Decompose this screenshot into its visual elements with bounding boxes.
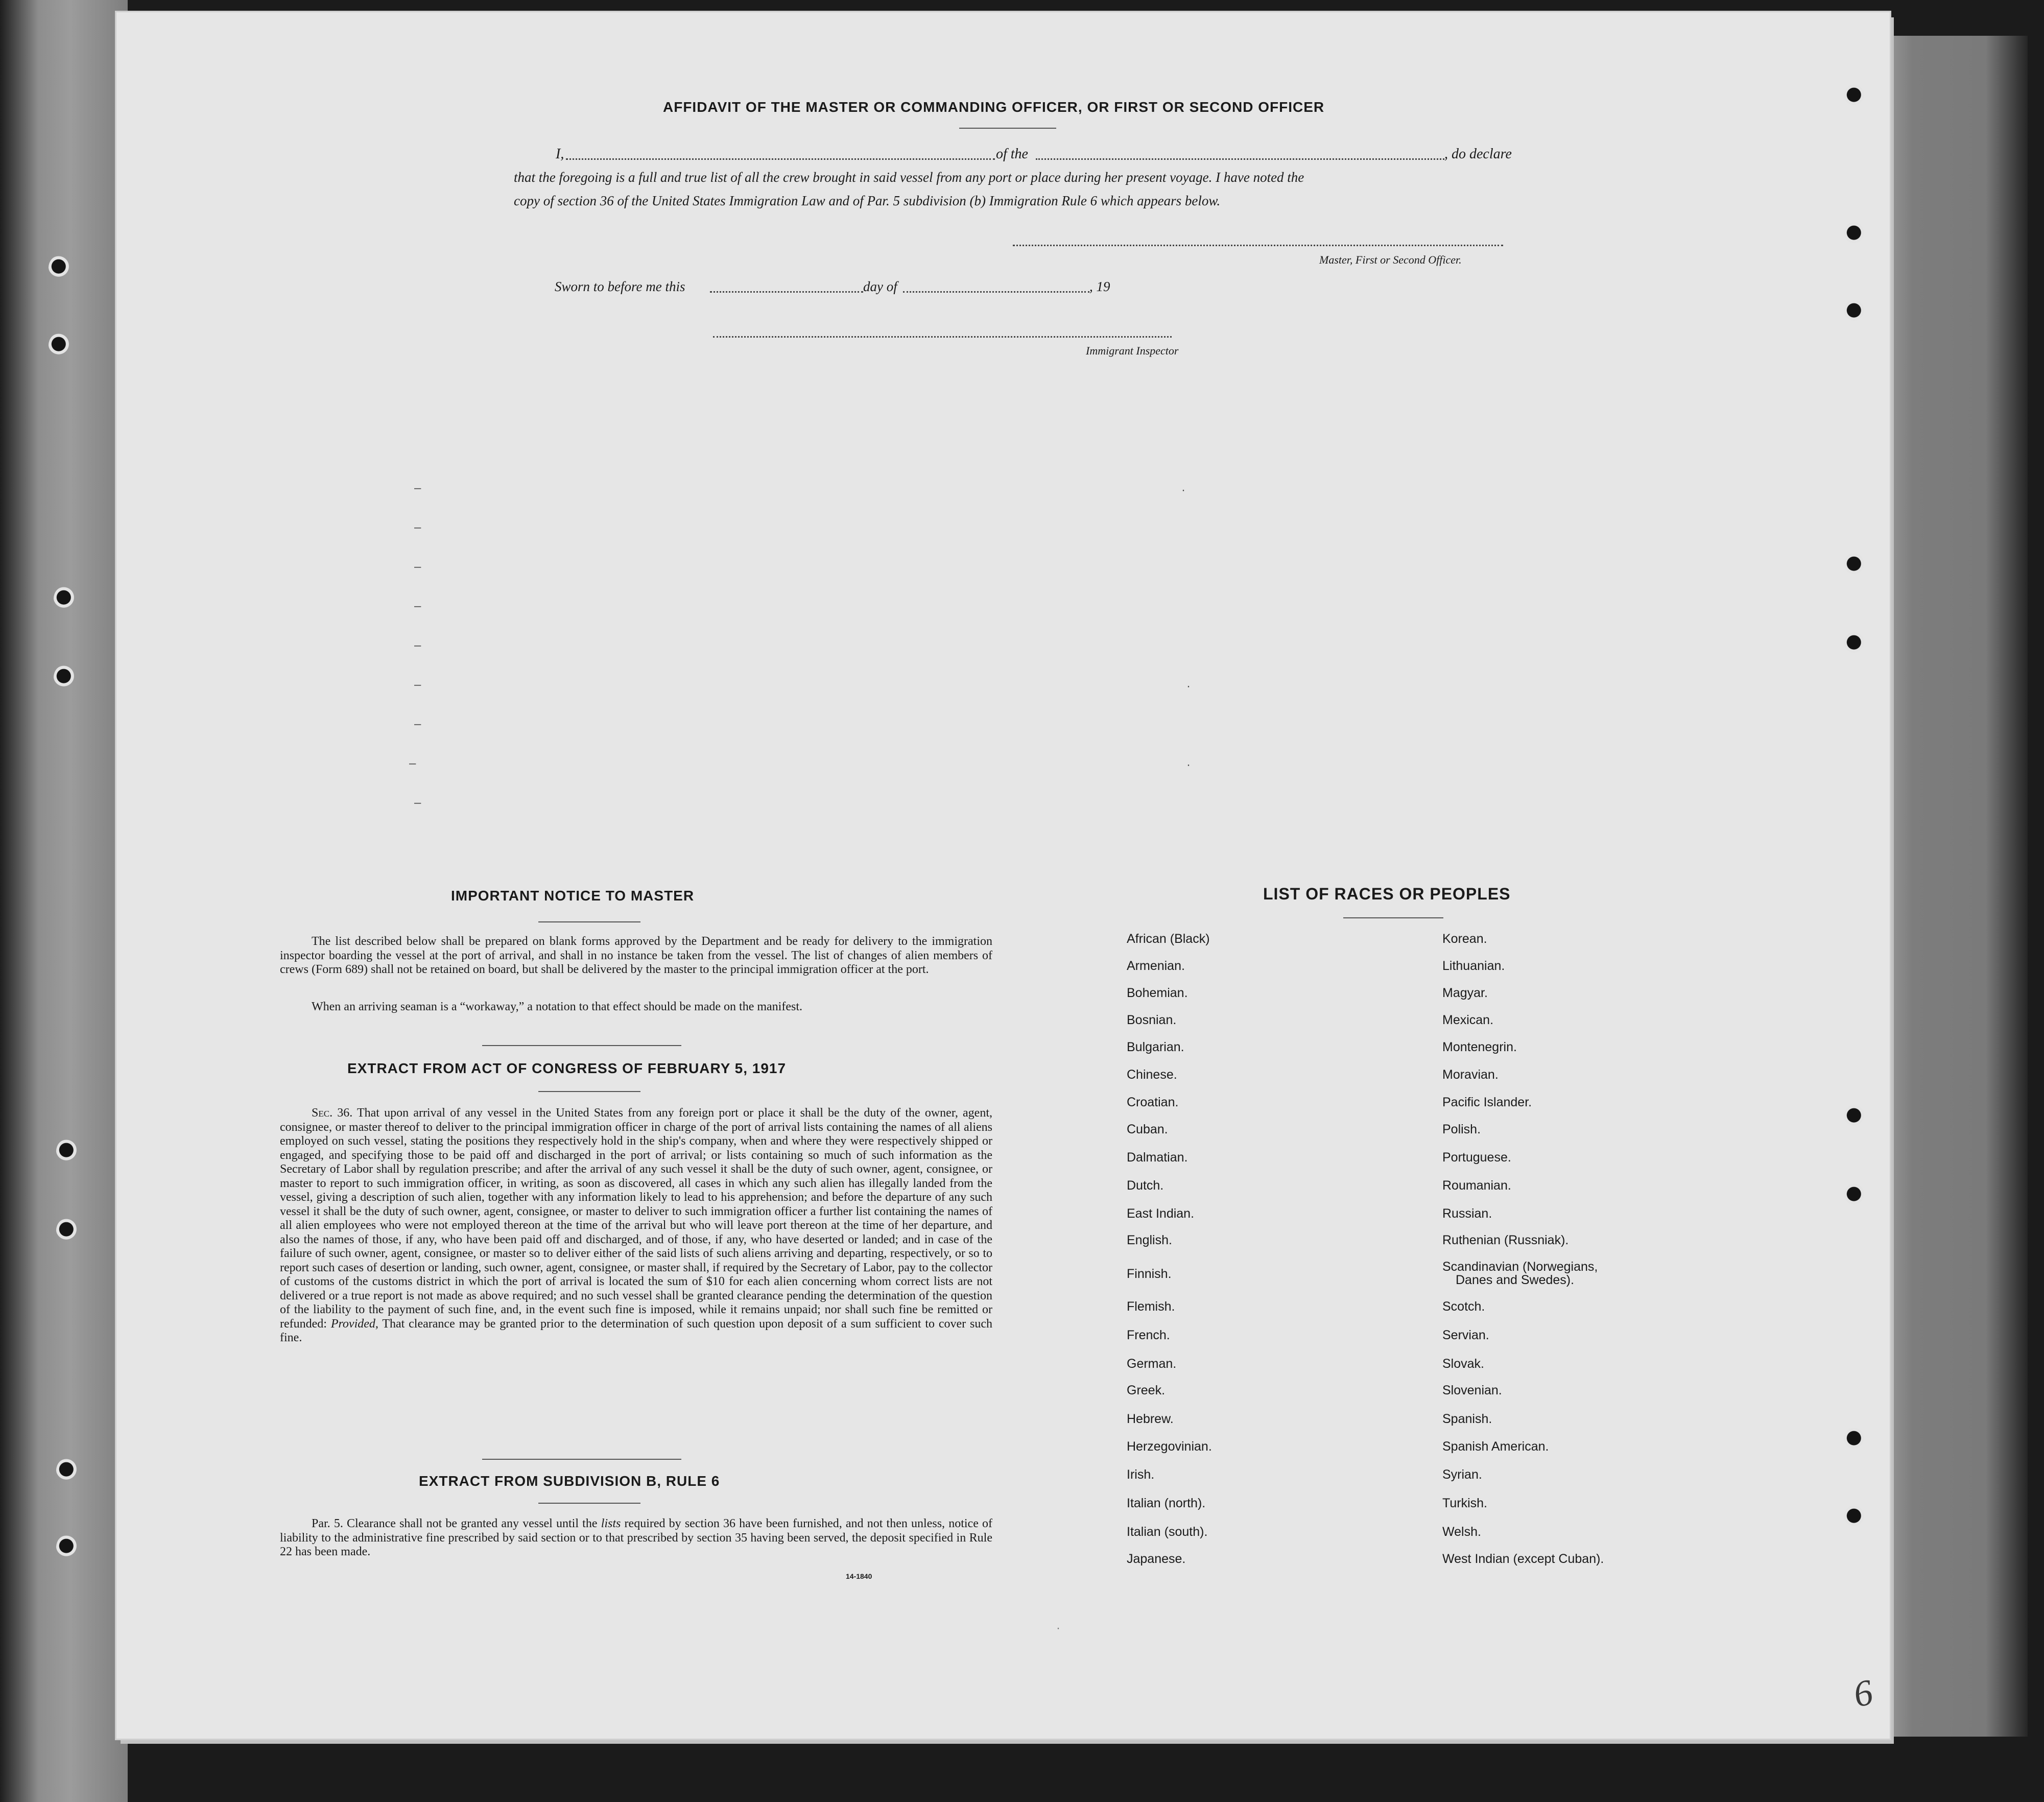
race-item: East Indian. [1127, 1206, 1195, 1221]
race-item: Japanese. [1127, 1552, 1186, 1566]
rule-title: EXTRACT FROM SUBDIVISION B, RULE 6 [419, 1473, 720, 1489]
race-item: Pacific Islander. [1442, 1095, 1532, 1109]
act-body: That upon arrival of any vessel in the United States from any foreign port or place it shall be the duty of the owner, agent, consignee, or master thereof to deliver to the principal immigration officer in charge of the port of arrival lists containing the names of all aliens employed on such vessel, stating the positions they respectively hold in the ship's company, when and where they were respectively shipped or engaged, and specifying those to be paid off and discharged in the port of arrival; or lists containing so much of such information as the Secretary of Labor shall by regulation prescribe; and after the arrival of any such vessel it shall be the duty of such owner, agent, consignee, or master to report to such immigration officer, in writing, as soon as discovered, all cases in which any such alien has illegally landed from the vessel, giving a description of such alien, together with any information likely to lead to his apprehension; and before the departure of any such vessel it shall be the duty of such owner, agent, consignee, or master to deliver to such immigration officer a further list containing the names of all alien employees who were not employed thereon at the time of the arrival but who will leave port thereon at the time of her departure, and also the names of those, if any, who have been paid off and discharged, and of those, if any, who have deserted or landed; and in case of the failure of such owner, agent, consignee, or master so to deliver either of the said lists of such aliens arriving and departing, respectively, or so to report such cases of desertion or landing, such owner, agent, consignee, or master shall, if required by the Secretary of Labor, pay to the collector of customs of the customs district in which the port of arrival is located the sum of $10 for each alien concerning whom correct lists are not delivered or a true report is not made as above required; and no such vessel shall be granted clearance pending the determination of the question of the liability to the payment of such fine, and, in the event such fine is imposed, while it remains unpaid; nor shall such fine be remitted or refunded: [280, 1106, 992, 1331]
form-number: 14-1840 [846, 1572, 872, 1580]
name-blank[interactable] [566, 158, 995, 160]
rule-rule [538, 1503, 640, 1504]
race-item: Herzegovinian. [1127, 1439, 1212, 1454]
sworn-month-blank[interactable] [903, 291, 1089, 293]
race-item: French. [1127, 1328, 1170, 1342]
master-signature-line[interactable] [1013, 245, 1503, 246]
act-rule [538, 1091, 640, 1092]
bleed-mark: – [414, 638, 421, 652]
race-item: Portuguese. [1442, 1150, 1511, 1165]
race-item: Finnish. [1127, 1267, 1172, 1281]
punch-hole [1844, 553, 1866, 577]
notice-para1: The list described below shall be prepared on blank forms approved by the Department and be ready for delivery to the immigration inspector boarding the vessel at the port of arrival, and shall in no instance be taken from the vessel. The list of changes of alien members of crews (Form 689) shall not be retained on board, but shall be delivered by the master to the principal immigration officer at the port. [280, 935, 992, 976]
act-provided: Provided, [330, 1317, 378, 1331]
race-item: Magyar. [1442, 986, 1488, 1000]
bleed-mark: – [414, 560, 421, 574]
race-item: Irish. [1127, 1467, 1155, 1482]
punch-hole [56, 1535, 79, 1559]
sworn-year: , 19 [1089, 279, 1110, 294]
punch-hole [49, 255, 71, 280]
race-item: English. [1127, 1233, 1172, 1247]
race-item: Syrian. [1442, 1467, 1482, 1482]
affidavit-i: I, [556, 146, 564, 162]
notice-para2: When an arriving seaman is a “workaway,” a notation to that effect should be made on the manifest. [312, 1000, 802, 1013]
punch-hole [56, 1218, 79, 1243]
inspector-signature-line[interactable] [713, 336, 1172, 338]
section-rule [482, 1459, 681, 1460]
bleed-mark: · [1186, 679, 1191, 693]
race-item: Dutch. [1127, 1178, 1164, 1193]
race-item: African (Black) [1127, 932, 1210, 946]
races-title: LIST OF RACES OR PEOPLES [1263, 885, 1511, 903]
rule-body-a: Par. 5. Clearance shall not be granted any vessel until the [312, 1517, 598, 1530]
race-item: Hebrew. [1127, 1412, 1174, 1426]
race-item: Ruthenian (Russniak). [1442, 1233, 1569, 1247]
race-item: Italian (south). [1127, 1525, 1208, 1539]
affidavit-line2: that the foregoing is a full and true list of all the crew brought in said vessel from any port or place during her present voyage. I have noted the [514, 170, 1304, 185]
race-item: Roumanian. [1442, 1178, 1511, 1193]
punch-hole [56, 1139, 79, 1164]
race-item: Bosnian. [1127, 1013, 1177, 1027]
affidavit-declare: , do declare [1444, 146, 1512, 162]
title-rule [959, 128, 1056, 129]
act-text [280, 1106, 992, 1345]
vessel-blank[interactable] [1036, 158, 1444, 160]
sworn-prefix: Sworn to before me this [555, 279, 685, 294]
race-item: Servian. [1442, 1328, 1489, 1342]
race-item: German. [1127, 1357, 1177, 1371]
bleed-mark: – [414, 717, 421, 731]
punch-hole [1844, 631, 1866, 656]
race-item: Welsh. [1442, 1525, 1481, 1539]
race-item: Dalmatian. [1127, 1150, 1188, 1165]
bleed-mark: – [409, 756, 416, 770]
bleed-mark: – [414, 599, 421, 613]
bleed-mark: – [414, 796, 421, 810]
race-item: Slovak. [1442, 1357, 1484, 1371]
punch-hole [1844, 1104, 1866, 1129]
race-item: Turkish. [1442, 1496, 1487, 1510]
race-item: Danes and Swedes). [1456, 1273, 1575, 1287]
punch-hole [56, 1458, 79, 1483]
punch-hole [54, 586, 76, 611]
race-item: Mexican. [1442, 1013, 1494, 1027]
races-rule [1343, 917, 1443, 918]
race-item: Cuban. [1127, 1122, 1168, 1136]
race-item: Spanish. [1442, 1412, 1492, 1426]
manifest-page [116, 12, 1890, 1739]
bleed-mark: – [414, 520, 421, 534]
rule-lists: lists [601, 1517, 621, 1530]
race-item: Italian (north). [1127, 1496, 1206, 1510]
race-item: Spanish American. [1442, 1439, 1549, 1454]
race-item: Chinese. [1127, 1068, 1177, 1082]
race-item: Bohemian. [1127, 986, 1188, 1000]
punch-hole [1844, 84, 1866, 108]
affidavit-line3: copy of section 36 of the United States Immigration Law and of Par. 5 subdivision (b) Immigration Rule 6 which appears below. [514, 193, 1221, 208]
bleed-mark: · [1056, 1621, 1060, 1635]
rule-body-b: required by section 36 have been furnished, and not then unless, notice of liability to the administrative fine prescribed by said section or to that prescribed by section 35 having been served, the deposit specified in Rule 22 has been made. [280, 1517, 993, 1558]
sworn-day-of: day of [863, 279, 897, 294]
punch-hole [1844, 1183, 1866, 1207]
master-label: Master, First or Second Officer. [1319, 253, 1462, 266]
punch-hole [1844, 299, 1866, 324]
race-item: Russian. [1442, 1206, 1492, 1221]
race-item: Greek. [1127, 1383, 1166, 1397]
race-item: Moravian. [1442, 1068, 1499, 1082]
notice-title: IMPORTANT NOTICE TO MASTER [451, 888, 695, 904]
rule-text [280, 1517, 992, 1559]
handwritten-page-mark: 6 [1849, 1671, 1876, 1715]
affidavit-title: AFFIDAVIT OF THE MASTER OR COMMANDING OFFICER, OR FIRST OR SECOND OFFICER [663, 99, 1325, 115]
race-item: Lithuanian. [1442, 959, 1505, 973]
punch-hole [54, 665, 76, 690]
bleed-mark: · [1186, 758, 1191, 772]
punch-hole [1844, 222, 1866, 246]
race-item: Croatian. [1127, 1095, 1179, 1109]
sworn-day-blank[interactable] [710, 291, 863, 293]
affidavit-of-the: of the [996, 146, 1028, 162]
race-item: Bulgarian. [1127, 1040, 1184, 1054]
bleed-mark: · [1181, 483, 1185, 497]
race-item: Armenian. [1127, 959, 1185, 973]
punch-hole [49, 333, 71, 358]
notice-rule [538, 921, 640, 922]
race-item: West Indian (except Cuban). [1442, 1552, 1604, 1566]
act-sec-label: Sec. 36. [312, 1106, 353, 1120]
race-item: Montenegrin. [1442, 1040, 1517, 1054]
race-item: Polish. [1442, 1122, 1481, 1136]
race-item: Korean. [1442, 932, 1487, 946]
bleed-mark: – [414, 678, 421, 692]
inspector-label: Immigrant Inspector [1086, 344, 1179, 357]
race-item: Scotch. [1442, 1299, 1485, 1314]
punch-hole [1844, 1505, 1866, 1529]
section-rule [482, 1045, 681, 1046]
race-item: Slovenian. [1442, 1383, 1502, 1397]
act-body-end: That clearance may be granted prior to the determination of such question upon deposit of a sum sufficient to cover such fine. [280, 1317, 993, 1344]
act-title: EXTRACT FROM ACT OF CONGRESS OF FEBRUARY 5, 1917 [347, 1060, 787, 1076]
race-item: Flemish. [1127, 1299, 1175, 1314]
bleed-mark: – [414, 481, 421, 495]
race-item: Scandinavian (Norwegians, [1442, 1260, 1598, 1274]
punch-hole [1844, 1427, 1866, 1452]
